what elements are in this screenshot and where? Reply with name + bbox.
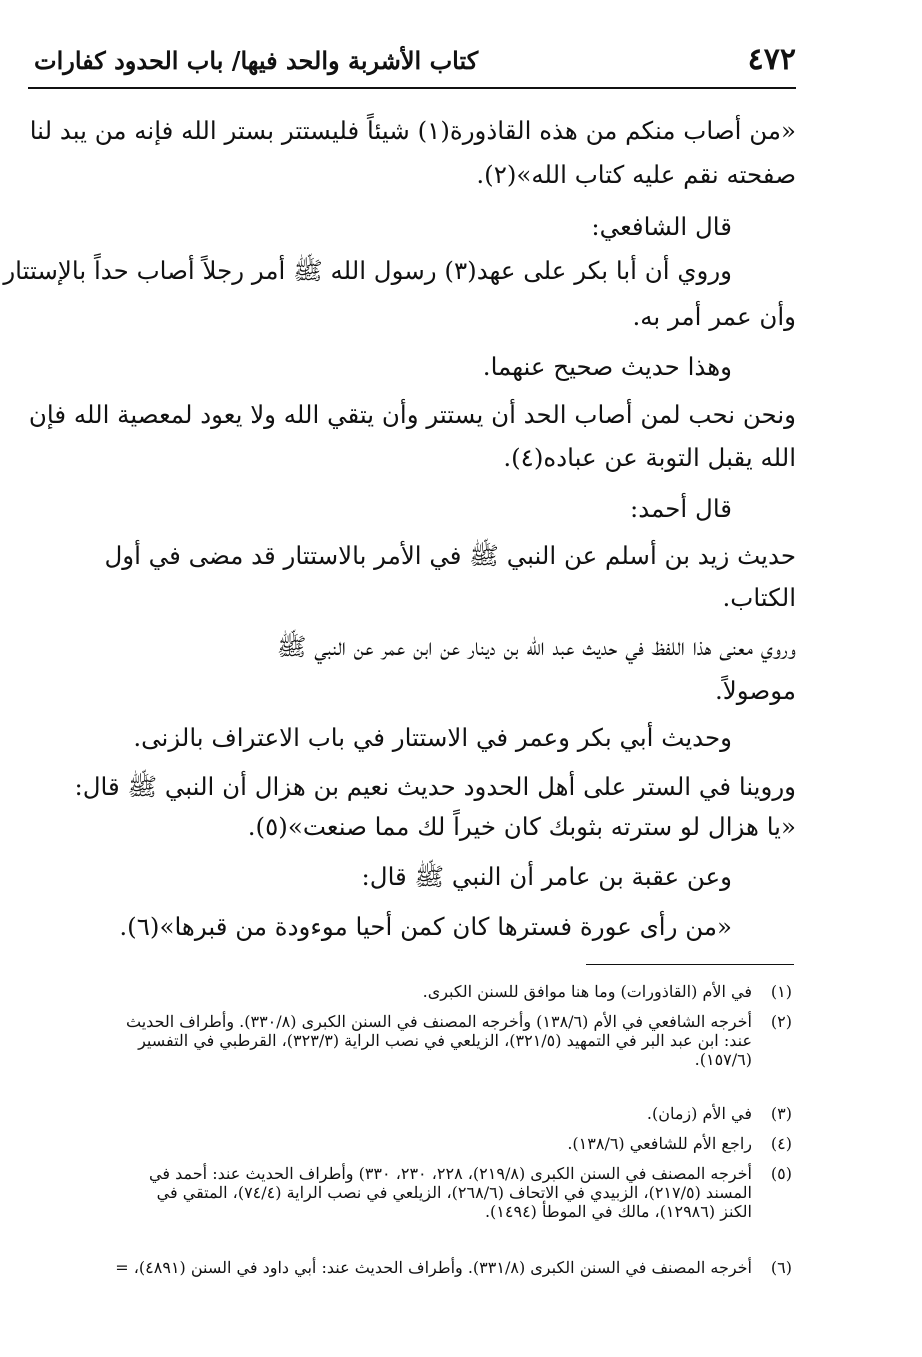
footnote-line: المسند (٢١٧/٥)، الزبيدي في الاتحاف (٢٦٨/٦)، الزيلعي في نصب الراية (٧٤/٤)، المتقي في (156, 1183, 752, 1202)
body-line: ونحن نحب لمن أصاب الحد أن يستتر وأن يتقي الله ولا يعود لمعصية الله فإن (28, 400, 796, 429)
body-line: «من رأى عورة فسترها كان كمن أحيا موءودة من قبرها»(٦). (119, 912, 732, 941)
body-line: وروي معنى هذا اللفظ في حديث عبد الله بن دينار عن ابن عمر عن النبي ﷺ (276, 632, 796, 661)
body-line: موصولاً. (714, 676, 796, 705)
body-line: قال الشافعي: (591, 212, 732, 241)
body-line: «يا هزال لو سترته بثوبك كان خيراً لك مما صنعت»(٥). (247, 812, 796, 841)
body-line: وهذا حديث صحيح عنهما. (482, 352, 732, 381)
body-line: وعن عقبة بن عامر أن النبي ﷺ قال: (361, 862, 732, 891)
body-line: صفحته نقم عليه كتاب الله»(٢). (476, 160, 796, 189)
body-line: الله يقبل التوبة عن عباده(٤). (503, 443, 796, 472)
footnote-line: أخرجه المصنف في السنن الكبرى (٢١٩/٨)، ٢٢٨، ٢٣٠، ٣٣٠) وأطراف الحديث عند: أحمد في (149, 1164, 752, 1183)
page-number: ٤٧٢ (747, 42, 796, 77)
body-line: وروينا في الستر على أهل الحدود حديث نعيم بن هزال أن النبي ﷺ قال: (74, 772, 796, 801)
running-head: كتاب الأشربة والحد فيها/ باب الحدود كفارات (34, 46, 479, 75)
footnote-line: في الأم (زمان). (646, 1104, 752, 1123)
footnote-line: في الأم (القاذورات) وما هنا موافق للسنن الكبرى. (422, 982, 752, 1001)
footnote-number: (٣) (770, 1104, 792, 1123)
body-line: «من أصاب منكم من هذه القاذورة(١) شيئاً فليستتر بستر الله فإنه من يبد لنا (29, 116, 796, 145)
body-line: وأن عمر أمر به. (632, 302, 796, 331)
footnote-number: (٥) (770, 1164, 792, 1183)
footnote-line: راجع الأم للشافعي (١٣٨/٦). (567, 1134, 752, 1153)
footnote-line: الكنز (١٢٩٨٦)، مالك في الموطأ (١٤٩٤). (484, 1202, 752, 1221)
footnote-rule (586, 964, 794, 965)
body-line: وحديث أبي بكر وعمر في الاستتار في باب الاعتراف بالزنى. (133, 723, 732, 752)
footnote-number: (٤) (770, 1134, 792, 1153)
footnote-number: (٦) (770, 1258, 792, 1277)
footnote-line: أخرجه الشافعي في الأم (١٣٨/٦) وأخرجه المصنف في السنن الكبرى (٣٣٠/٨). وأطراف الحديث (126, 1012, 752, 1031)
body-line: وروي أن أبا بكر على عهد(٣) رسول الله ﷺ أمر رجلاً أصاب حداً بالإستتار (3, 256, 732, 285)
footnote-line: (١٥٧/٦). (694, 1050, 752, 1069)
footnote-number: (١) (770, 982, 792, 1001)
footnote-line: أخرجه المصنف في السنن الكبرى (٣٣١/٨). وأطراف الحديث عند: أبي داود في السنن (٤٨٩١)، = (115, 1258, 752, 1277)
body-line: حديث زيد بن أسلم عن النبي ﷺ في الأمر بالاستتار قد مضى في أول (104, 541, 796, 570)
footnote-number: (٢) (770, 1012, 792, 1031)
footnote-line: عند: ابن عبد البر في التمهيد (٣٢١/٥)، الزيلعي في نصب الراية (٣٢٣/٣)، القرطبي في التفسير (138, 1031, 752, 1050)
page-header (28, 40, 796, 84)
body-line: قال أحمد: (630, 494, 732, 523)
header-rule (28, 87, 796, 89)
body-line: الكتاب. (722, 583, 796, 612)
